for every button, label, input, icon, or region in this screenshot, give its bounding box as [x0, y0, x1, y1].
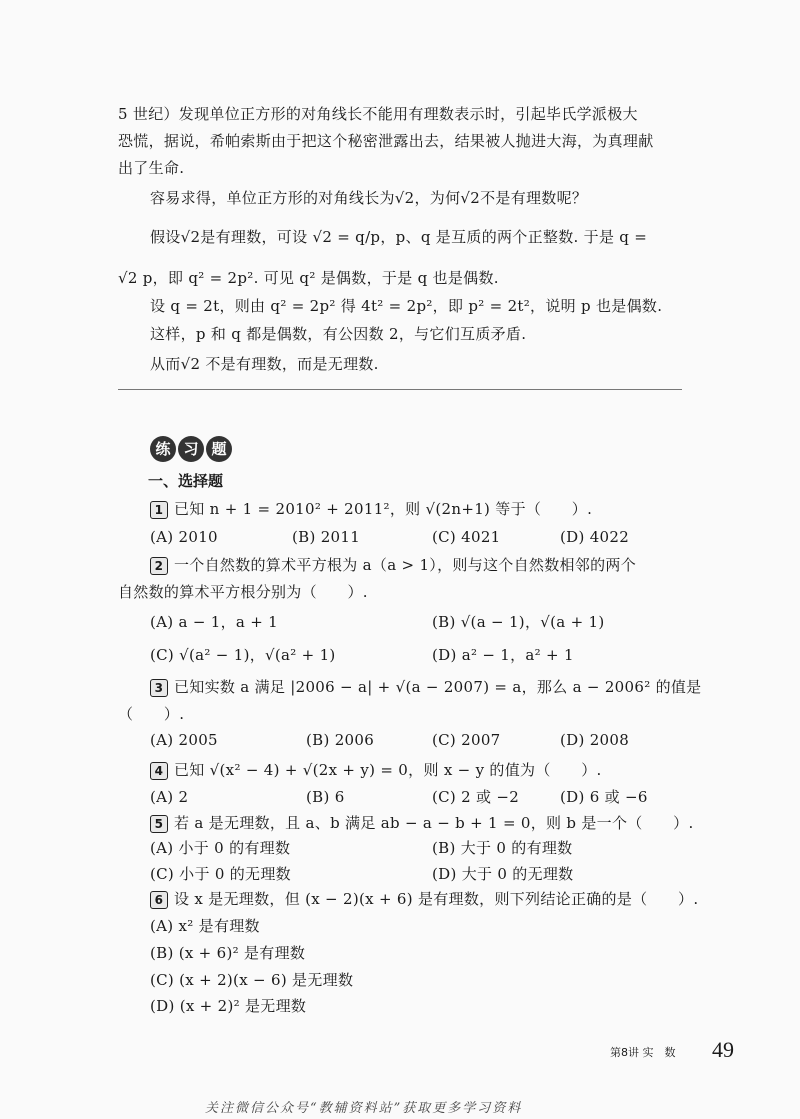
q2-option-c: (C) √(a² − 1)，√(a² + 1) [150, 646, 336, 664]
q5-option-d: (D) 大于 0 的无理数 [432, 865, 574, 883]
question-2-continued: 自然数的算术平方根分别为（ ）. [118, 583, 368, 601]
q3-option-a: (A) 2005 [150, 731, 218, 749]
question-number-badge: 5 [150, 815, 168, 833]
q4-option-d: (D) 6 或 −6 [560, 788, 648, 806]
question-3-continued: （ ）. [118, 705, 185, 723]
intro-line-2: 恐慌，据说，希帕索斯由于把这个秘密泄露出去，结果被人抛进大海，为真理献 [118, 132, 654, 150]
intro-line-8: 这样，p 和 q 都是偶数，有公因数 2，与它们互质矛盾. [150, 325, 527, 343]
intro-line-1: 5 世纪）发现单位正方形的对角线长不能用有理数表示时，引起毕氏学派极大 [118, 105, 638, 123]
q6-option-d: (D) (x + 2)² 是无理数 [150, 997, 307, 1015]
intro-line-3: 出了生命. [118, 159, 185, 177]
question-1 [150, 499, 592, 519]
q6-option-a: (A) x² 是有理数 [150, 917, 260, 935]
question-text: 设 x 是无理数，但 (x − 2)(x + 6) 是有理数，则下列结论正确的是（ ）. [174, 890, 699, 908]
question-number-badge: 2 [150, 557, 168, 575]
intro-line-4: 容易求得，单位正方形的对角线长为√2，为何√2不是有理数呢？ [150, 189, 588, 207]
intro-line-5: 假设√2是有理数，可设 √2 = q/p，p、q 是互质的两个正整数. 于是 q = [150, 228, 648, 246]
q2-option-a: (A) a − 1，a + 1 [150, 613, 278, 631]
section-title: 一、选择题 [148, 472, 224, 490]
header-char-3: 题 [206, 436, 232, 462]
q6-option-c: (C) (x + 2)(x − 6) 是无理数 [150, 971, 354, 989]
question-text: 已知 n + 1 = 2010² + 2011²，则 √(2n+1) 等于（ ）. [174, 500, 593, 518]
q5-option-a: (A) 小于 0 的有理数 [150, 839, 291, 857]
question-number-badge: 4 [150, 762, 168, 780]
header-char-2: 习 [178, 436, 204, 462]
q5-option-b: (B) 大于 0 的有理数 [432, 839, 573, 857]
q4-option-b: (B) 6 [306, 788, 345, 806]
intro-line-7: 设 q = 2t，则由 q² = 2p² 得 4t² = 2p²，即 p² = 2t²，说明 p 也是偶数. [150, 297, 663, 315]
q5-option-c: (C) 小于 0 的无理数 [150, 865, 291, 883]
exercise-header [150, 436, 234, 462]
question-2 [150, 555, 636, 575]
q1-option-d: (D) 4022 [560, 528, 630, 546]
question-5 [150, 813, 694, 833]
question-number-badge: 1 [150, 501, 168, 519]
question-text: 已知实数 a 满足 |2006 − a| + √(a − 2007) = a，那么 a − 2006² 的值是 [174, 678, 702, 696]
q3-option-d: (D) 2008 [560, 731, 630, 749]
q1-option-a: (A) 2010 [150, 528, 218, 546]
q6-option-b: (B) (x + 6)² 是有理数 [150, 944, 306, 962]
q1-option-c: (C) 4021 [432, 528, 501, 546]
q2-option-d: (D) a² − 1，a² + 1 [432, 646, 574, 664]
watermark-text: 关注微信公众号“教辅资料站”获取更多学习资料 [205, 1101, 523, 1116]
question-6 [150, 889, 698, 909]
header-char-1: 练 [150, 436, 176, 462]
chapter-label: 第8讲 实 数 [610, 1046, 676, 1059]
question-number-badge: 6 [150, 891, 168, 909]
q4-option-a: (A) 2 [150, 788, 189, 806]
q1-option-b: (B) 2011 [292, 528, 361, 546]
question-3 [150, 677, 701, 697]
question-4 [150, 760, 602, 780]
page-number: 49 [712, 1037, 734, 1062]
q2-option-b: (B) √(a − 1)，√(a + 1) [432, 613, 605, 631]
q4-option-c: (C) 2 或 −2 [432, 788, 520, 806]
question-text: 一个自然数的算术平方根为 a（a > 1），则与这个自然数相邻的两个 [174, 556, 637, 574]
section-divider [118, 389, 682, 390]
q3-option-b: (B) 2006 [306, 731, 375, 749]
q3-option-c: (C) 2007 [432, 731, 501, 749]
intro-line-9: 从而√2 不是有理数，而是无理数. [150, 355, 379, 373]
question-text: 若 a 是无理数，且 a、b 满足 ab − a − b + 1 = 0，则 b 是一个（ ）. [174, 814, 694, 832]
question-number-badge: 3 [150, 679, 168, 697]
intro-line-6: √2 p，即 q² = 2p². 可见 q² 是偶数，于是 q 也是偶数. [118, 269, 499, 287]
question-text: 已知 √(x² − 4) + √(2x + y) = 0，则 x − y 的值为（ ）. [174, 761, 602, 779]
